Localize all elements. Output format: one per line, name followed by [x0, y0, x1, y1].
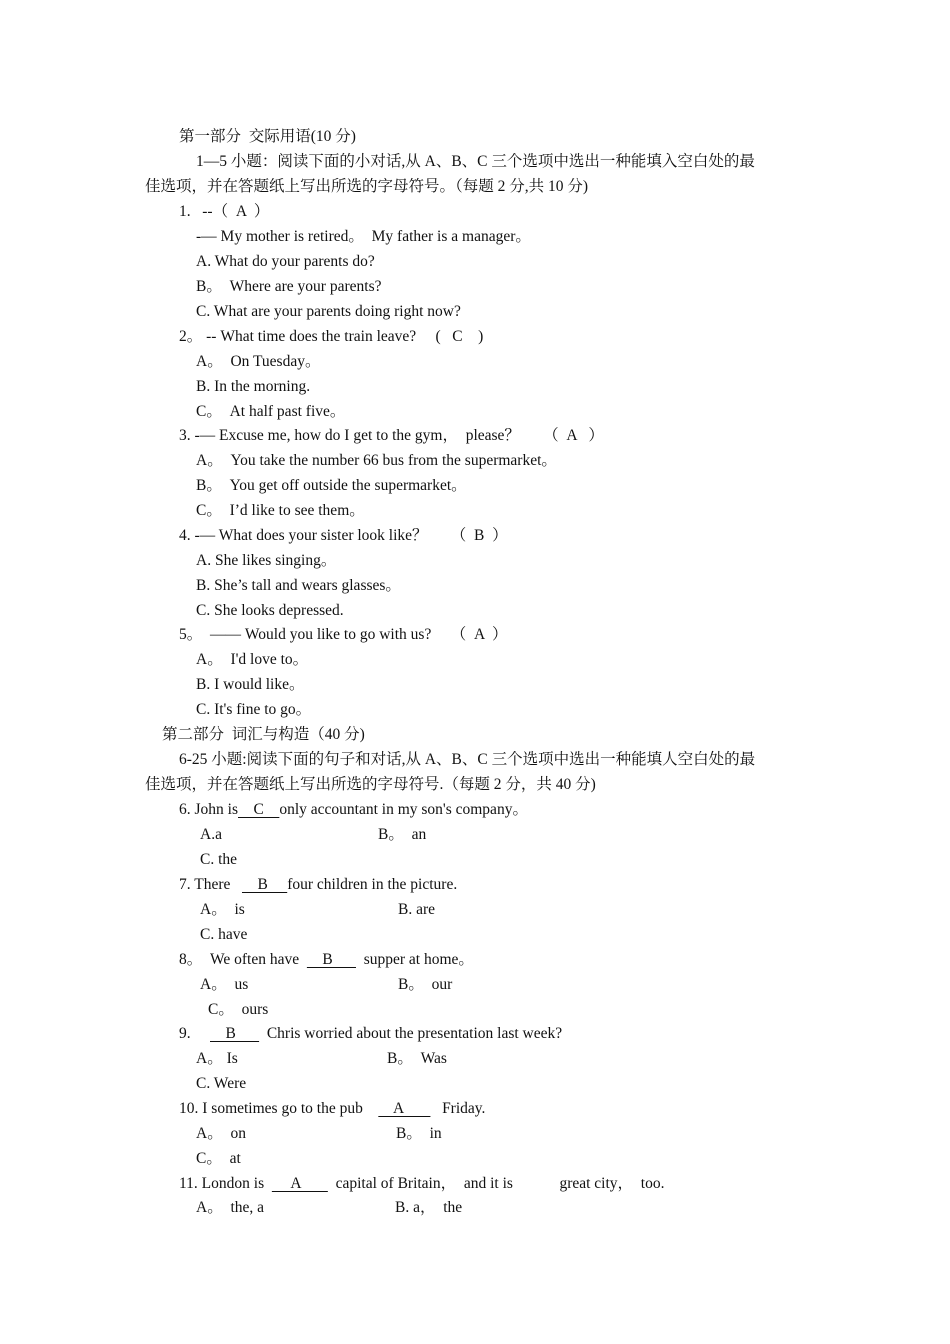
q4-stem: 4. -— What does your sister look like？ （ B ）	[179, 527, 508, 544]
q11-option-b: B. a， the	[395, 1199, 463, 1216]
q8-option-c: C。 ours	[208, 1001, 269, 1018]
q11-answer-blank: A	[271, 1175, 328, 1192]
q9-stem	[179, 1024, 562, 1044]
q6-stem	[179, 800, 528, 820]
q6-stem-pre: 6. John is	[179, 801, 238, 818]
q5-option-a: A。 I'd love to。	[196, 651, 309, 668]
q8-stem-post: supper at home。	[355, 951, 474, 968]
q7-stem-post: four children in the picture.	[287, 876, 458, 893]
part2-instruction-line2: 佳选项，并在答题纸上写出所选的字母符号.（每题 2 分，共 40 分)	[145, 776, 596, 793]
q2-option-a: A。 On Tuesday。	[196, 353, 321, 370]
q1-option-a: A. What do your parents do?	[196, 253, 375, 270]
q3-stem: 3. -— Excuse me, how do I get to the gym， please？ （ A ）	[179, 427, 604, 444]
q1-stem: 1. --（ A ）	[179, 203, 270, 220]
q10-stem-pre: 10. I sometimes go to the pub	[179, 1100, 379, 1117]
q8-answer-blank: B	[306, 951, 356, 968]
q10-option-b: B。 in	[396, 1125, 442, 1142]
q2-option-b: B. In the morning.	[196, 378, 311, 395]
q4-option-a: A. She likes singing。	[196, 552, 337, 569]
q3-option-a: A。 You take the number 66 bus from the supermarket。	[196, 452, 557, 469]
q7-option-c: C. have	[200, 926, 248, 943]
q10-stem-post: Friday.	[430, 1100, 486, 1117]
q1-option-b: B。 Where are your parents?	[196, 278, 382, 295]
q6-answer-blank: C	[238, 801, 280, 818]
q2-stem: 2。 -- What time does the train leave? ( C )	[179, 328, 484, 345]
q10-option-c: C。 at	[196, 1150, 241, 1167]
q5-stem: 5。 —— Would you like to go with us? （ A ）	[179, 626, 508, 643]
q8-stem-pre: 8。 We often have	[179, 951, 307, 968]
part1-instruction-line1: 1—5 小题：阅读下面的小对话,从 A、B、C 三个选项中选出一种能填入空白处的最	[196, 153, 755, 170]
q7-answer-blank: B	[241, 876, 288, 893]
q11-stem	[179, 1174, 664, 1194]
q1-option-c: C. What are your parents doing right now?	[196, 303, 461, 320]
q2-option-c: C。 At half past five。	[196, 403, 346, 420]
q1-dialogue: -— My mother is retired。 My father is a manager。	[196, 228, 531, 245]
q6-option-c: C. the	[200, 851, 238, 868]
q10-answer-blank: A	[378, 1100, 431, 1117]
q7-option-b: B. are	[398, 901, 436, 918]
q11-stem-post: capital of Britain， and it is great city， too.	[327, 1175, 665, 1192]
part2-instruction-line1: 6-25 小题:阅读下面的句子和对话,从 A、B、C 三个选项中选出一种能填人空白处的最	[179, 751, 756, 768]
q7-stem-pre: 7. There	[179, 876, 242, 893]
q9-stem-pre: 9.	[179, 1025, 210, 1042]
q6-option-b: B。 an	[378, 826, 427, 843]
q11-stem-pre: 11. London is	[179, 1175, 272, 1192]
q9-option-c: C. Were	[196, 1075, 247, 1092]
q11-option-a: A。 the, a	[196, 1199, 265, 1216]
q9-stem-post: Chris worried about the presentation last week?	[259, 1025, 563, 1042]
q9-option-a: A。 Is	[196, 1050, 238, 1067]
q8-option-b: B。 our	[398, 976, 453, 993]
q7-option-a: A。 is	[200, 901, 245, 918]
q4-option-b: B. She’s tall and wears glasses。	[196, 577, 401, 594]
q7-stem	[179, 875, 457, 895]
q9-answer-blank: B	[210, 1025, 260, 1042]
q9-option-b: B。 Was	[387, 1050, 447, 1067]
part2-heading: 第二部分 词汇与构造（40 分)	[162, 726, 365, 743]
q3-option-b: B。 You get off outside the supermarket。	[196, 477, 467, 494]
q8-option-a: A。 us	[200, 976, 249, 993]
q5-option-c: C. It's fine to go。	[196, 701, 312, 718]
q10-option-a: A。 on	[196, 1125, 246, 1142]
q6-stem-post: only accountant in my son's company。	[279, 801, 528, 818]
q10-stem	[179, 1099, 485, 1119]
q6-option-a: A.a	[200, 826, 222, 843]
part1-heading: 第一部分 交际用语(10 分)	[179, 128, 356, 145]
q5-option-b: B. I would like。	[196, 676, 305, 693]
part1-instruction-line2: 佳选项，并在答题纸上写出所选的字母符号。（每题 2 分,共 10 分)	[145, 178, 589, 195]
q8-stem	[179, 950, 474, 970]
q4-option-c: C. She looks depressed.	[196, 602, 344, 619]
q3-option-c: C。 I’d like to see them。	[196, 502, 365, 519]
